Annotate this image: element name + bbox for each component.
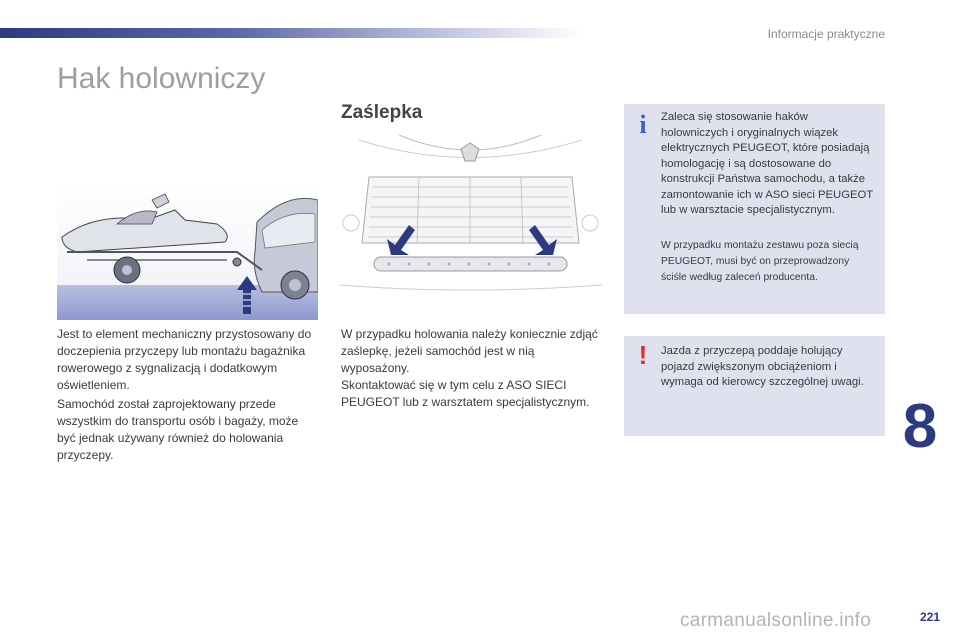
page-title: Hak holowniczy	[57, 62, 266, 95]
info-icon: i	[639, 110, 647, 139]
contact-paragraph: Skontaktować się w tym celu z ASO SIECI PEUGEOT lub z warsztatem specjalistycznym.	[341, 378, 590, 409]
section-title-zaslepka: Zaślepka	[341, 102, 423, 123]
warning-icon: !	[638, 340, 648, 370]
chapter-number: 8	[902, 392, 938, 461]
section-header: Informacje praktyczne	[767, 27, 885, 41]
info-box	[624, 104, 885, 314]
usage-paragraph: Samochód został zaprojektowany przede wszystkim do transportu osób i bagaży, może być jednak używany również do holowania przyczepy.	[57, 397, 299, 462]
cover-removal-paragraph: W przypadku holowania należy koniecznie zdjąć zaślepkę, jeżeli samochód jest w nią wyposażony.	[341, 327, 598, 375]
info-text: Zaleca się stosowanie haków holowniczych i oryginalnych wiązek elektrycznych PEUGEOT, które posiadają homologację i są dostosowane do konstrukcji Państwa samochodu, a także zamontowanie ich w ASO sieci PEUGEOT lub w warsztacie specjalistycznym.	[661, 111, 874, 216]
watermark: carmanualsonline.info	[680, 610, 872, 631]
intro-paragraph: Jest to element mechaniczny przystosowany do doczepienia przyczepy lub montażu bagażnika rowerowego z sygnalizacją i dodatkowym oświetleniem.	[57, 327, 312, 392]
warning-text: Jazda z przyczepą poddaje holujący pojazd zwiększonym obciążeniom i wymaga od kierowcy szczególnej uwagi.	[661, 345, 864, 388]
front-grille-illustration	[339, 135, 602, 295]
header-decorative-bar	[0, 28, 580, 38]
page-number: 221	[919, 610, 940, 624]
info-small-text: W przypadku montażu zestawu poza siecią PEUGEOT, musi być on przeprowadzony ściśle według zaleceń producenta.	[661, 240, 859, 283]
warning-box	[624, 336, 885, 436]
towing-illustration	[57, 182, 318, 320]
